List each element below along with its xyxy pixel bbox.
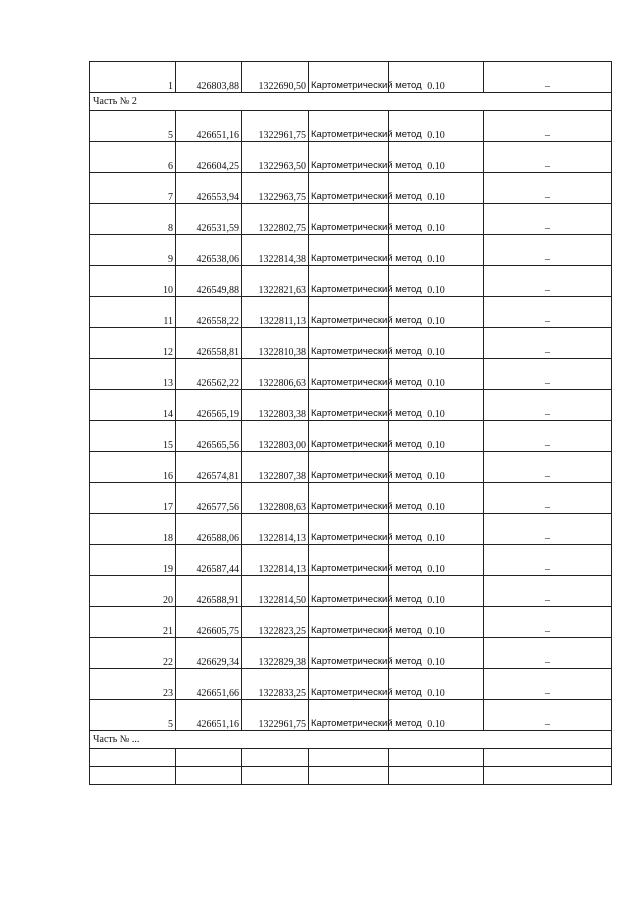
table-row xyxy=(90,204,612,235)
x-coordinate-cell: 426565,56 xyxy=(176,421,242,452)
accuracy-cell: 0.10 xyxy=(389,452,484,483)
section-3-title: Часть № ... xyxy=(90,731,612,749)
method-cell: Картометрический метод xyxy=(309,390,389,421)
x-coordinate-cell: 426588,91 xyxy=(176,576,242,607)
method-cell: Картометрический метод xyxy=(309,297,389,328)
method-cell: Картометрический метод xyxy=(309,204,389,235)
y-coordinate-cell: 1322807,38 xyxy=(242,452,309,483)
point-number-cell: 15 xyxy=(90,421,176,452)
point-number-cell: 10 xyxy=(90,266,176,297)
method-cell: Картометрический метод xyxy=(309,700,389,731)
table-row xyxy=(90,483,612,514)
y-coordinate-cell: 1322802,75 xyxy=(242,204,309,235)
accuracy-cell: 0.10 xyxy=(389,328,484,359)
description-cell: – xyxy=(484,328,612,359)
y-coordinate-cell: 1322963,75 xyxy=(242,173,309,204)
method-cell: Картометрический метод xyxy=(309,483,389,514)
table-row xyxy=(90,607,612,638)
empty-row xyxy=(90,749,612,767)
accuracy-cell: 0.10 xyxy=(389,266,484,297)
point-number-cell: 7 xyxy=(90,173,176,204)
description-cell: – xyxy=(484,452,612,483)
coordinates-table xyxy=(89,61,612,785)
y-coordinate-cell: 1322803,00 xyxy=(242,421,309,452)
x-coordinate-cell: 426605,75 xyxy=(176,607,242,638)
accuracy-cell: 0.10 xyxy=(389,111,484,142)
x-coordinate-cell: 426587,44 xyxy=(176,545,242,576)
x-coordinate-cell: 426629,34 xyxy=(176,638,242,669)
accuracy-cell: 0.10 xyxy=(389,142,484,173)
x-coordinate-cell: 426553,94 xyxy=(176,173,242,204)
point-number-cell: 22 xyxy=(90,638,176,669)
x-coordinate-cell: 426803,88 xyxy=(176,62,242,93)
description-cell: – xyxy=(484,62,612,93)
description-cell: – xyxy=(484,390,612,421)
table-row xyxy=(90,266,612,297)
x-coordinate-cell: 426604,25 xyxy=(176,142,242,173)
table-row xyxy=(90,297,612,328)
accuracy-cell: 0.10 xyxy=(389,669,484,700)
y-coordinate-cell: 1322829,38 xyxy=(242,638,309,669)
method-cell: Картометрический метод xyxy=(309,111,389,142)
accuracy-cell: 0.10 xyxy=(389,204,484,235)
description-cell: – xyxy=(484,173,612,204)
method-cell: Картометрический метод xyxy=(309,576,389,607)
table-row xyxy=(90,111,612,142)
description-cell: – xyxy=(484,204,612,235)
point-number-cell: 19 xyxy=(90,545,176,576)
section-2-title: Часть № 2 xyxy=(90,93,612,111)
y-coordinate-cell: 1322808,63 xyxy=(242,483,309,514)
table-row xyxy=(90,700,612,731)
point-number-cell: 9 xyxy=(90,235,176,266)
method-cell: Картометрический метод xyxy=(309,638,389,669)
y-coordinate-cell: 1322806,63 xyxy=(242,359,309,390)
method-cell: Картометрический метод xyxy=(309,421,389,452)
table-body-section-2 xyxy=(90,111,612,731)
x-coordinate-cell: 426531,59 xyxy=(176,204,242,235)
point-number-cell: 8 xyxy=(90,204,176,235)
y-coordinate-cell: 1322810,38 xyxy=(242,328,309,359)
x-coordinate-cell: 426562,22 xyxy=(176,359,242,390)
method-cell: Картометрический метод xyxy=(309,173,389,204)
description-cell: – xyxy=(484,576,612,607)
description-cell: – xyxy=(484,421,612,452)
accuracy-cell: 0.10 xyxy=(389,421,484,452)
accuracy-cell: 0.10 xyxy=(389,359,484,390)
accuracy-cell: 0.10 xyxy=(389,235,484,266)
y-coordinate-cell: 1322961,75 xyxy=(242,700,309,731)
accuracy-cell: 0.10 xyxy=(389,576,484,607)
description-cell: – xyxy=(484,514,612,545)
table-row xyxy=(90,421,612,452)
accuracy-cell: 0.10 xyxy=(389,62,484,93)
method-cell: Картометрический метод xyxy=(309,142,389,173)
point-number-cell: 20 xyxy=(90,576,176,607)
table-row xyxy=(90,669,612,700)
table-row xyxy=(90,638,612,669)
table-row xyxy=(90,452,612,483)
method-cell: Картометрический метод xyxy=(309,328,389,359)
description-cell: – xyxy=(484,669,612,700)
y-coordinate-cell: 1322963,50 xyxy=(242,142,309,173)
table-row xyxy=(90,62,612,93)
y-coordinate-cell: 1322814,13 xyxy=(242,514,309,545)
table-body-top xyxy=(90,62,612,93)
point-number-cell: 17 xyxy=(90,483,176,514)
x-coordinate-cell: 426549,88 xyxy=(176,266,242,297)
point-number-cell: 14 xyxy=(90,390,176,421)
accuracy-cell: 0.10 xyxy=(389,514,484,545)
empty-row xyxy=(90,767,612,785)
point-number-cell: 11 xyxy=(90,297,176,328)
accuracy-cell: 0.10 xyxy=(389,545,484,576)
x-coordinate-cell: 426651,16 xyxy=(176,700,242,731)
accuracy-cell: 0.10 xyxy=(389,607,484,638)
point-number-cell: 12 xyxy=(90,328,176,359)
table-row xyxy=(90,545,612,576)
point-number-cell: 1 xyxy=(90,62,176,93)
description-cell: – xyxy=(484,297,612,328)
method-cell: Картометрический метод xyxy=(309,514,389,545)
method-cell: Картометрический метод xyxy=(309,359,389,390)
point-number-cell: 5 xyxy=(90,111,176,142)
y-coordinate-cell: 1322814,38 xyxy=(242,235,309,266)
table-row xyxy=(90,514,612,545)
accuracy-cell: 0.10 xyxy=(389,700,484,731)
y-coordinate-cell: 1322823,25 xyxy=(242,607,309,638)
x-coordinate-cell: 426588,06 xyxy=(176,514,242,545)
y-coordinate-cell: 1322814,13 xyxy=(242,545,309,576)
method-cell: Картометрический метод xyxy=(309,545,389,576)
method-cell: Картометрический метод xyxy=(309,235,389,266)
table-row xyxy=(90,359,612,390)
table-row xyxy=(90,142,612,173)
table-row xyxy=(90,576,612,607)
description-cell: – xyxy=(484,545,612,576)
point-number-cell: 5 xyxy=(90,700,176,731)
section-3-header xyxy=(90,731,612,785)
y-coordinate-cell: 1322961,75 xyxy=(242,111,309,142)
method-cell: Картометрический метод xyxy=(309,266,389,297)
description-cell: – xyxy=(484,111,612,142)
method-cell: Картометрический метод xyxy=(309,62,389,93)
y-coordinate-cell: 1322803,38 xyxy=(242,390,309,421)
accuracy-cell: 0.10 xyxy=(389,297,484,328)
method-cell: Картометрический метод xyxy=(309,607,389,638)
accuracy-cell: 0.10 xyxy=(389,173,484,204)
point-number-cell: 23 xyxy=(90,669,176,700)
x-coordinate-cell: 426577,56 xyxy=(176,483,242,514)
y-coordinate-cell: 1322814,50 xyxy=(242,576,309,607)
point-number-cell: 21 xyxy=(90,607,176,638)
point-number-cell: 18 xyxy=(90,514,176,545)
description-cell: – xyxy=(484,266,612,297)
table-row xyxy=(90,390,612,421)
point-number-cell: 16 xyxy=(90,452,176,483)
x-coordinate-cell: 426538,06 xyxy=(176,235,242,266)
x-coordinate-cell: 426558,22 xyxy=(176,297,242,328)
accuracy-cell: 0.10 xyxy=(389,638,484,669)
y-coordinate-cell: 1322821,63 xyxy=(242,266,309,297)
description-cell: – xyxy=(484,359,612,390)
description-cell: – xyxy=(484,700,612,731)
description-cell: – xyxy=(484,483,612,514)
description-cell: – xyxy=(484,235,612,266)
method-cell: Картометрический метод xyxy=(309,452,389,483)
table-row xyxy=(90,173,612,204)
x-coordinate-cell: 426558,81 xyxy=(176,328,242,359)
point-number-cell: 6 xyxy=(90,142,176,173)
description-cell: – xyxy=(484,638,612,669)
description-cell: – xyxy=(484,142,612,173)
section-2-header xyxy=(90,93,612,111)
accuracy-cell: 0.10 xyxy=(389,390,484,421)
x-coordinate-cell: 426574,81 xyxy=(176,452,242,483)
y-coordinate-cell: 1322833,25 xyxy=(242,669,309,700)
table-row xyxy=(90,328,612,359)
y-coordinate-cell: 1322811,13 xyxy=(242,297,309,328)
table-row xyxy=(90,235,612,266)
accuracy-cell: 0.10 xyxy=(389,483,484,514)
x-coordinate-cell: 426651,16 xyxy=(176,111,242,142)
y-coordinate-cell: 1322690,50 xyxy=(242,62,309,93)
method-cell: Картометрический метод xyxy=(309,669,389,700)
x-coordinate-cell: 426651,66 xyxy=(176,669,242,700)
description-cell: – xyxy=(484,607,612,638)
x-coordinate-cell: 426565,19 xyxy=(176,390,242,421)
point-number-cell: 13 xyxy=(90,359,176,390)
